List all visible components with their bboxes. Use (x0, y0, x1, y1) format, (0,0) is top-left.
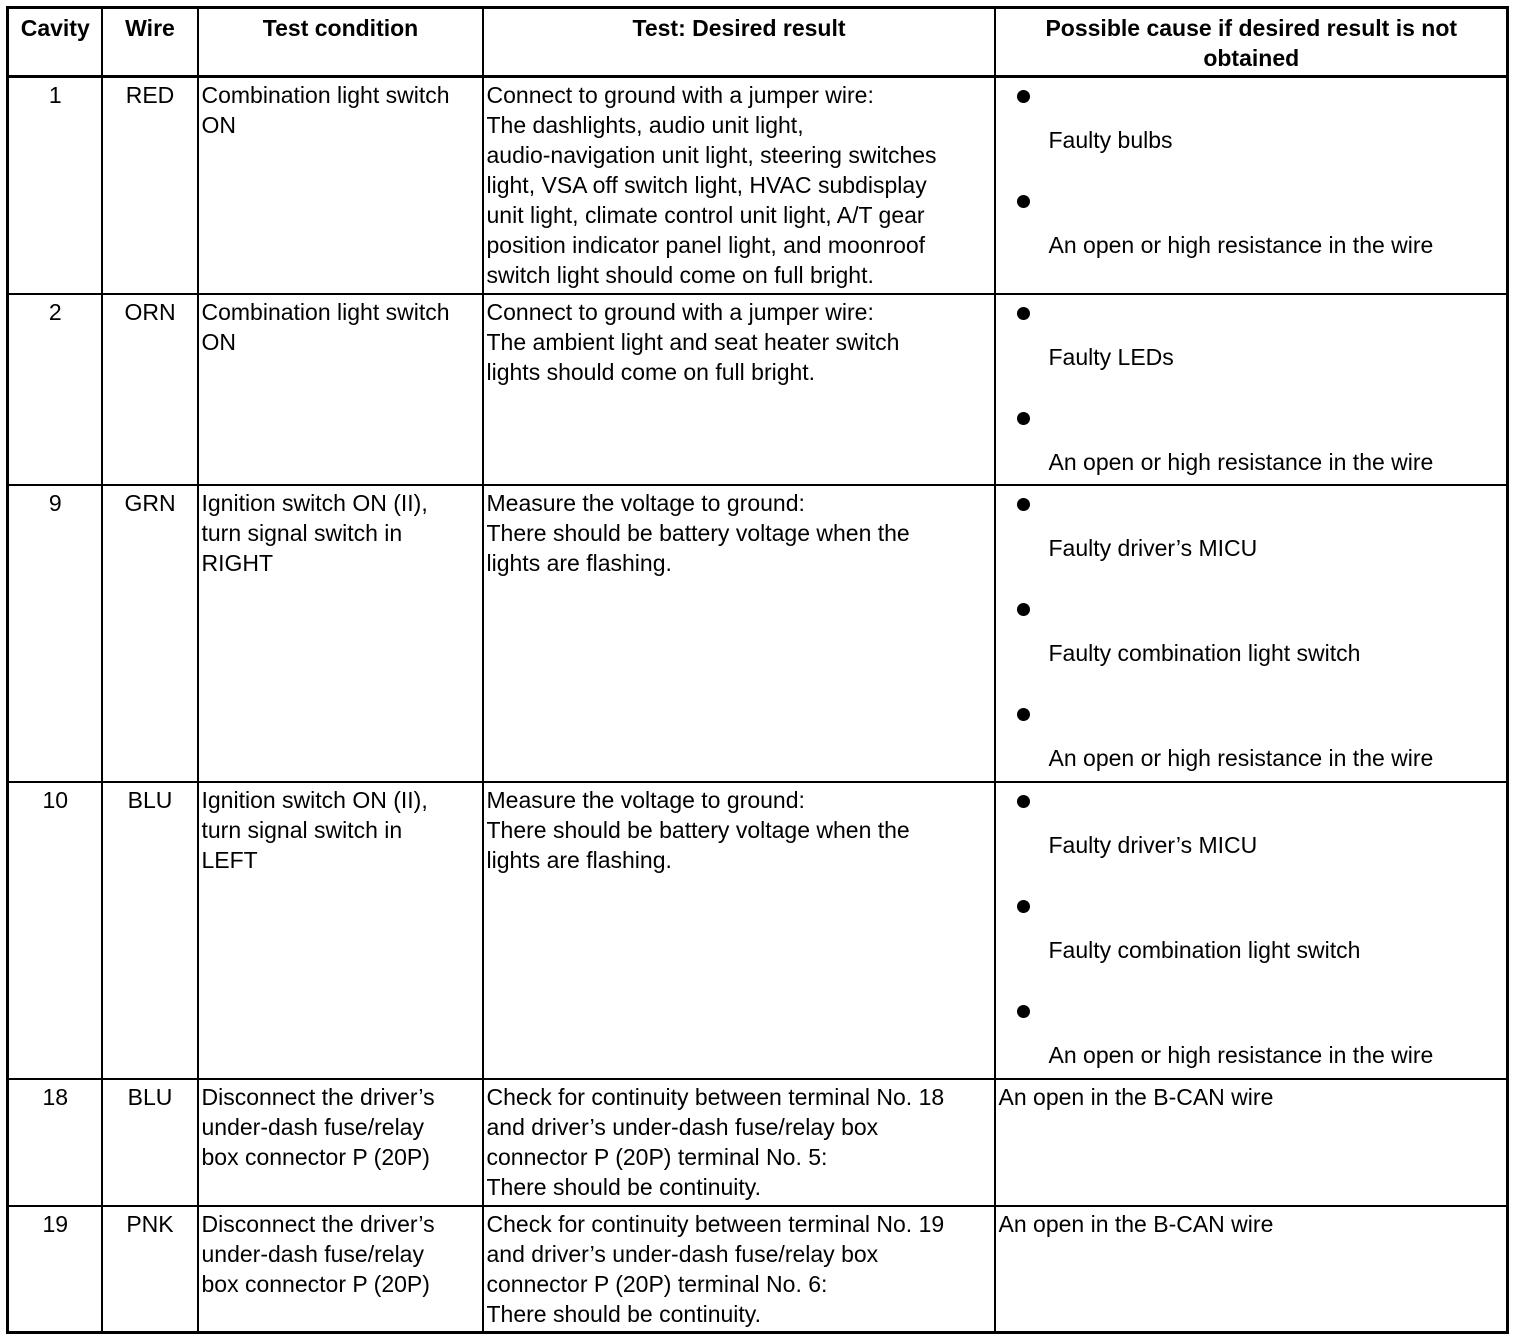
cause-item (999, 593, 1505, 668)
condition-line: under-dash fuse/relay (201, 1113, 424, 1140)
possible-cause-cell (995, 485, 1508, 782)
condition-line: Disconnect the driver’s (201, 1210, 435, 1237)
condition-line: LEFT (201, 846, 258, 873)
header-row (8, 8, 1508, 77)
result-line: There should be battery voltage when the (486, 816, 910, 843)
cause-text: Faulty driver’s MICU (1048, 831, 1258, 858)
result-line: There should be battery voltage when the (486, 519, 910, 546)
bullet-icon (1017, 795, 1030, 808)
desired-result-cell (483, 1206, 995, 1333)
result-line: The dashlights, audio unit light, (486, 112, 804, 138)
cavity-cell: 1 (8, 77, 102, 294)
result-line: Check for continuity between terminal No. 19 (486, 1210, 945, 1237)
test-condition-cell (198, 782, 483, 1079)
cause-text: Faulty driver’s MICU (1048, 534, 1258, 561)
result-line: connector P (20P) terminal No. 5: (486, 1143, 828, 1170)
desired-result-cell (483, 77, 995, 294)
result-line: Connect to ground with a jumper wire: (486, 298, 874, 325)
condition-line: ON (201, 112, 236, 138)
bullet-icon (1017, 1005, 1030, 1018)
wire-cell: PNK (102, 1206, 198, 1333)
result-line: Check for continuity between terminal No. 18 (486, 1083, 945, 1110)
header-possible-cause-line: Possible cause if desired result is not (1045, 15, 1458, 41)
bullet-icon (1017, 195, 1030, 208)
cause-item (999, 785, 1505, 860)
wire-cell: BLU (102, 1079, 198, 1206)
cause-text: An open or high resistance in the wire (1048, 448, 1434, 475)
condition-line: box connector P (20P) (201, 1143, 430, 1170)
cavity-cell: 18 (8, 1079, 102, 1206)
condition-line: turn signal switch in (201, 816, 403, 843)
cause-text: Faulty LEDs (1048, 343, 1174, 370)
header-possible-cause (995, 8, 1508, 77)
result-line: connector P (20P) terminal No. 6: (486, 1270, 828, 1297)
cause-item (999, 488, 1505, 563)
condition-line: RIGHT (201, 549, 274, 576)
cavity-cell: 19 (8, 1206, 102, 1333)
cause-text: An open or high resistance in the wire (1048, 232, 1434, 258)
header-possible-cause-line: obtained (1203, 45, 1300, 71)
cavity-cell: 9 (8, 485, 102, 782)
condition-line: ON (201, 328, 236, 355)
cause-text: An open in the B-CAN wire (998, 1083, 1274, 1110)
possible-cause-cell (995, 294, 1508, 485)
cause-text: Faulty combination light switch (1048, 639, 1361, 666)
cause-item (999, 80, 1505, 155)
desired-result-cell (483, 1079, 995, 1206)
test-condition-cell (198, 485, 483, 782)
cause-list (999, 785, 1505, 1070)
table-row (8, 77, 1508, 294)
header-wire: Wire (102, 8, 198, 77)
possible-cause-cell (995, 782, 1508, 1079)
cause-list (999, 297, 1505, 477)
result-line: and driver’s under-dash fuse/relay box (486, 1240, 879, 1267)
possible-cause-cell (995, 1079, 1508, 1206)
bullet-icon (1017, 90, 1030, 103)
cause-list (999, 488, 1505, 773)
result-line: lights should come on full bright. (486, 358, 816, 385)
cause-text: An open in the B-CAN wire (998, 1210, 1274, 1237)
bullet-icon (1017, 498, 1030, 511)
header-cavity: Cavity (8, 8, 102, 77)
table-row (8, 485, 1508, 782)
result-line: switch light should come on full bright. (486, 262, 874, 288)
cause-item (999, 698, 1505, 773)
condition-line: Ignition switch ON (II), (201, 786, 428, 813)
cause-text: Faulty combination light switch (1048, 936, 1361, 963)
wire-cell: GRN (102, 485, 198, 782)
connector-test-table (6, 6, 1509, 1334)
test-condition-cell (198, 77, 483, 294)
header-desired-result: Test: Desired result (483, 8, 995, 77)
condition-line: turn signal switch in (201, 519, 403, 546)
cavity-cell: 10 (8, 782, 102, 1079)
result-line: position indicator panel light, and moonroof (486, 232, 926, 258)
result-line: unit light, climate control unit light, A/T gear (486, 202, 925, 228)
cause-item (999, 995, 1505, 1070)
wire-cell: BLU (102, 782, 198, 1079)
bullet-icon (1017, 307, 1030, 320)
bullet-icon (1017, 708, 1030, 721)
desired-result-cell (483, 294, 995, 485)
bullet-icon (1017, 603, 1030, 616)
result-line: and driver’s under-dash fuse/relay box (486, 1113, 879, 1140)
condition-line: Combination light switch (201, 298, 450, 325)
result-line: lights are flashing. (486, 846, 672, 873)
cause-item (999, 890, 1505, 965)
result-line: Measure the voltage to ground: (486, 786, 805, 813)
result-line: Measure the voltage to ground: (486, 489, 805, 516)
cause-item (999, 185, 1505, 260)
cause-text: An open or high resistance in the wire (1048, 1041, 1434, 1068)
condition-line: under-dash fuse/relay (201, 1240, 424, 1267)
condition-line: Combination light switch (201, 82, 450, 108)
cavity-cell: 2 (8, 294, 102, 485)
test-condition-cell (198, 1206, 483, 1333)
cause-text: An open or high resistance in the wire (1048, 744, 1434, 771)
header-test-condition: Test condition (198, 8, 483, 77)
result-line: There should be continuity. (486, 1300, 761, 1327)
table-row (8, 782, 1508, 1079)
desired-result-cell (483, 485, 995, 782)
condition-line: Ignition switch ON (II), (201, 489, 428, 516)
table-row (8, 294, 1508, 485)
table-row (8, 1079, 1508, 1206)
result-line: light, VSA off switch light, HVAC subdisplay (486, 172, 927, 198)
possible-cause-cell (995, 77, 1508, 294)
condition-line: box connector P (20P) (201, 1270, 430, 1297)
result-line: lights are flashing. (486, 549, 672, 576)
result-line: audio-navigation unit light, steering switches (486, 142, 937, 168)
wire-cell: RED (102, 77, 198, 294)
possible-cause-cell (995, 1206, 1508, 1333)
bullet-icon (1017, 900, 1030, 913)
result-line: There should be continuity. (486, 1173, 761, 1200)
cause-item (999, 297, 1505, 372)
wire-cell: ORN (102, 294, 198, 485)
table-row (8, 1206, 1508, 1333)
test-condition-cell (198, 294, 483, 485)
bullet-icon (1017, 412, 1030, 425)
test-condition-cell (198, 1079, 483, 1206)
result-line: The ambient light and seat heater switch (486, 328, 900, 355)
cause-list (999, 80, 1505, 260)
cause-text: Faulty bulbs (1048, 127, 1173, 153)
cause-item (999, 402, 1505, 477)
desired-result-cell (483, 782, 995, 1079)
condition-line: Disconnect the driver’s (201, 1083, 435, 1110)
result-line: Connect to ground with a jumper wire: (486, 82, 874, 108)
